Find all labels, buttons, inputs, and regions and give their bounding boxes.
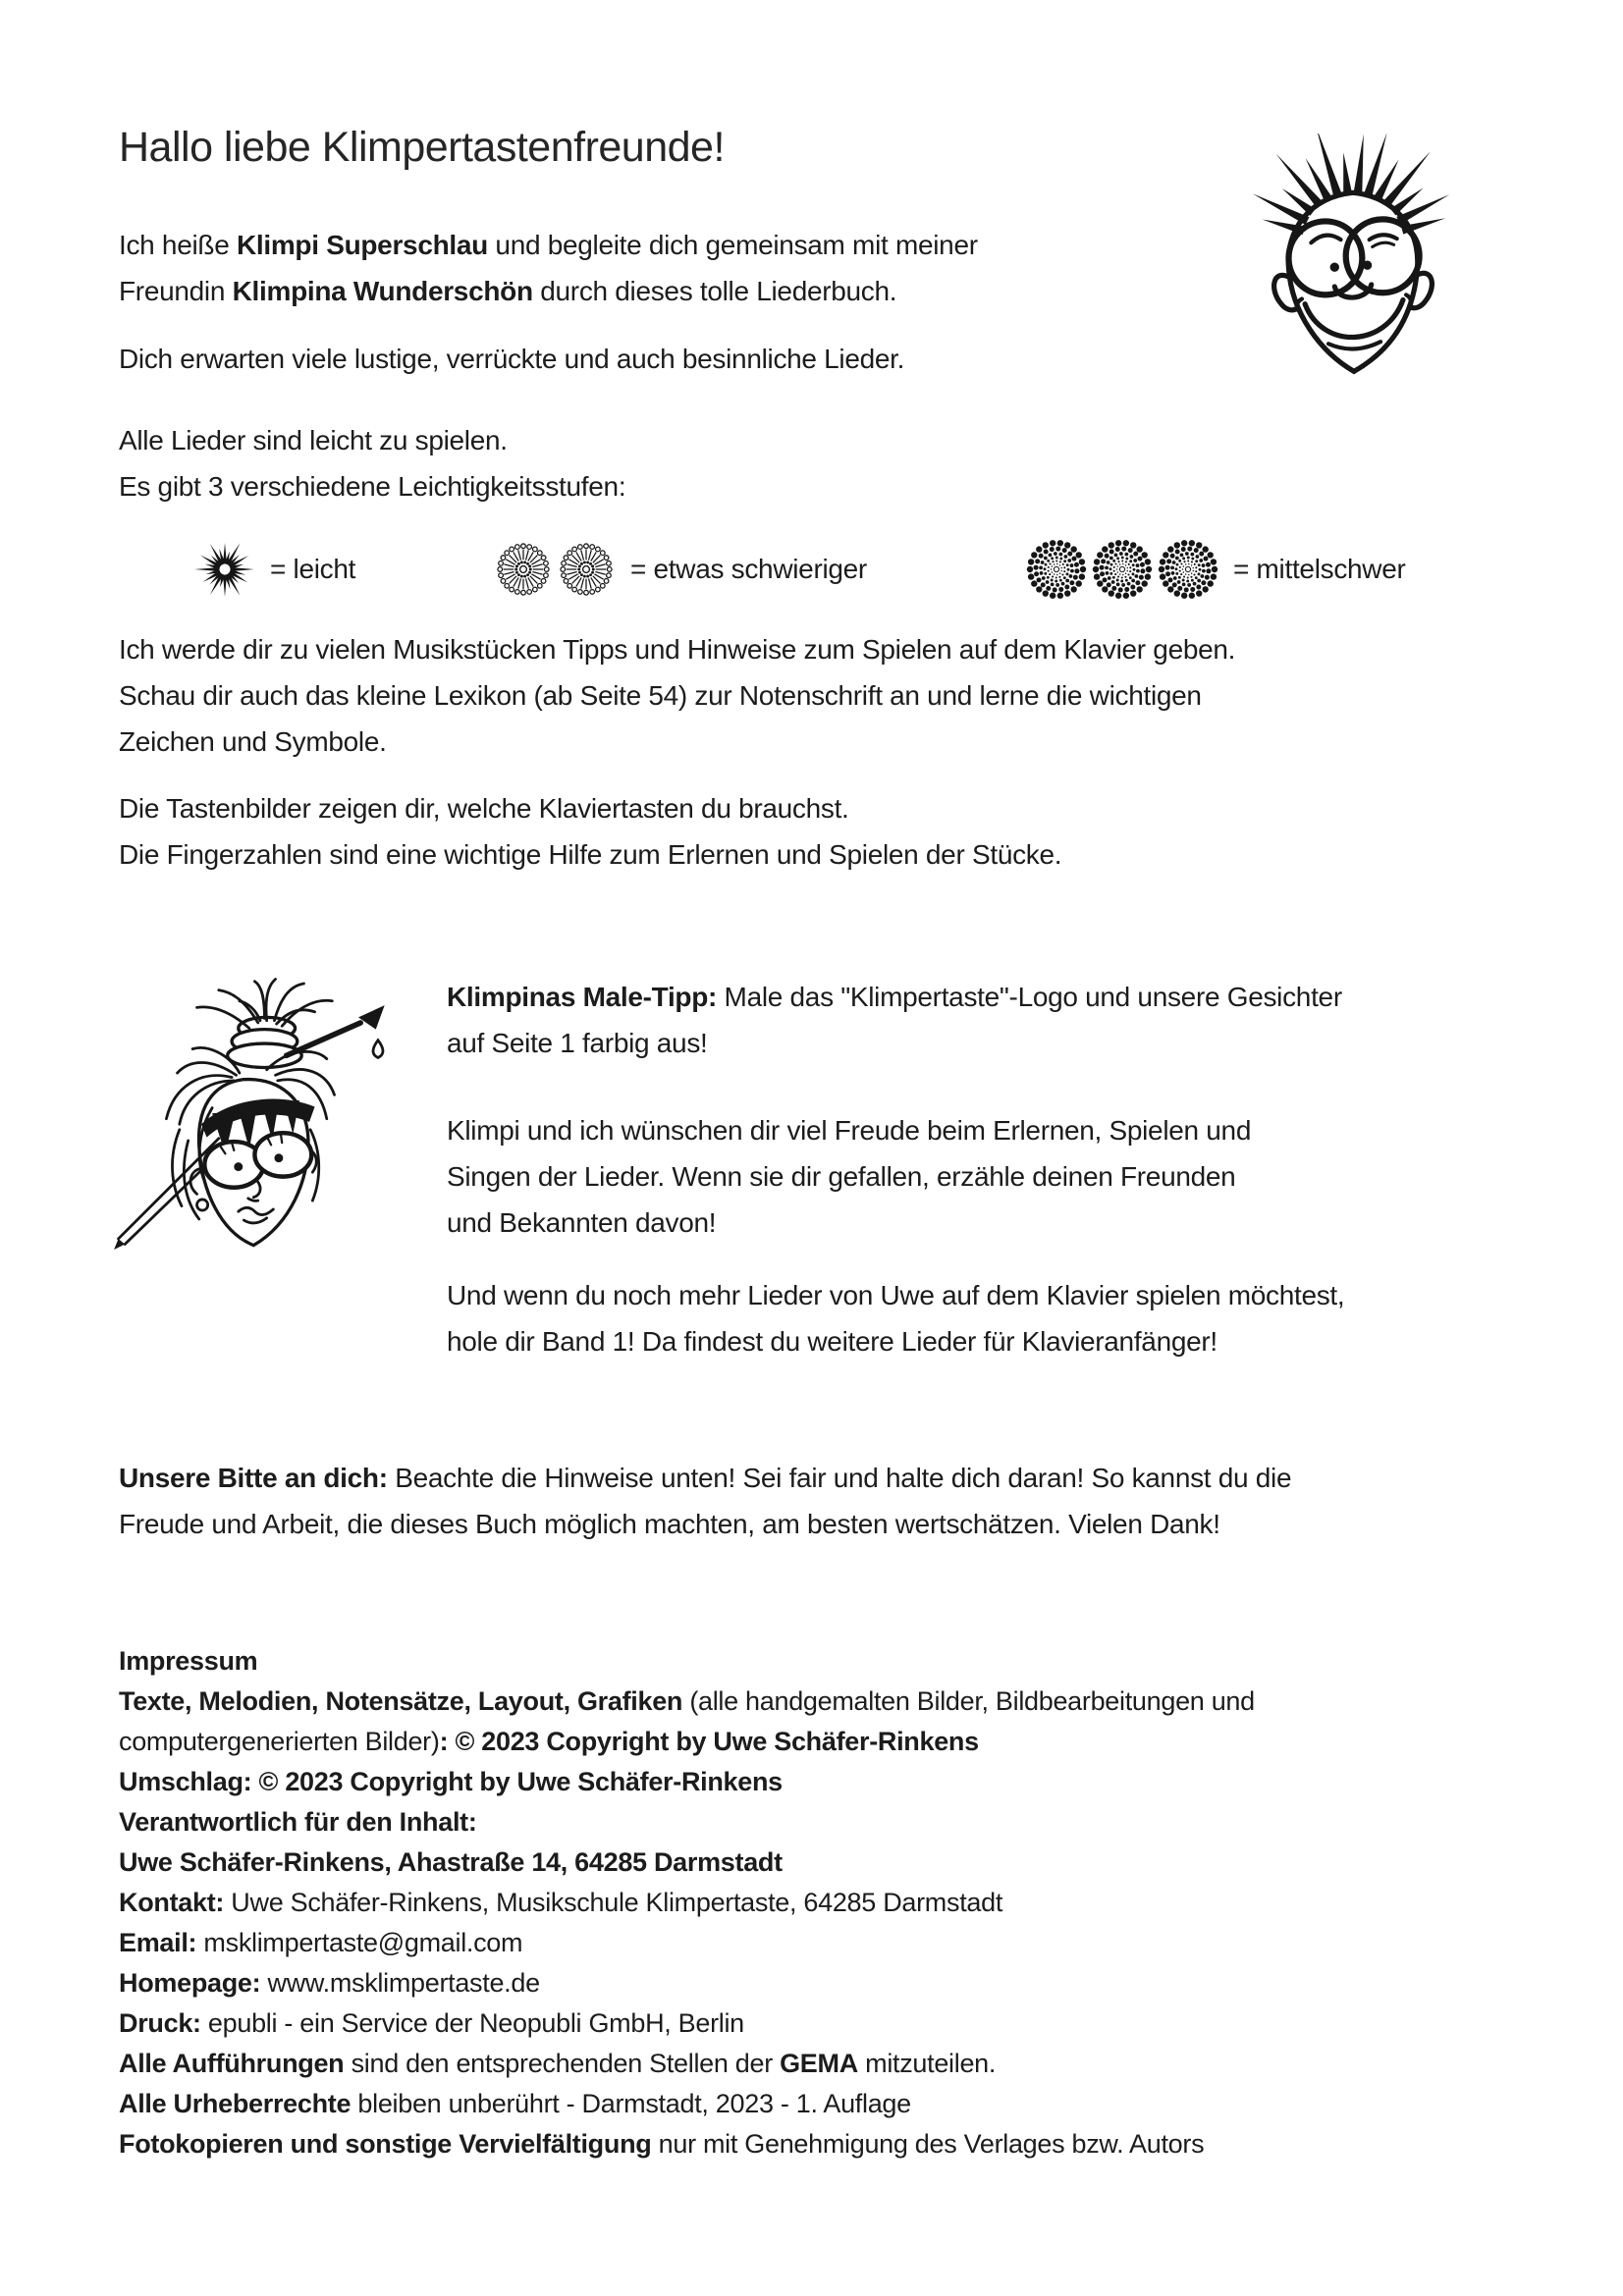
klimpi-eye-right: [1363, 260, 1372, 269]
expect-paragraph: Dich erwarten viele lustige, verrückte und auch besinnliche Lieder.: [119, 344, 905, 374]
dotted-flower-icon: [556, 539, 617, 600]
klimpi-brow-right: [1370, 235, 1397, 240]
wish-paragraph: Klimpi und ich wünschen dir viel Freude beim Erlernen, Spielen und Singen der Lieder. Wenn sie dir gefallen, erzähle deinen Freunden und Bekannten davon!: [447, 1115, 1252, 1238]
bitte-paragraph: Unsere Bitte an dich: Beachte die Hinweise unten! Sei fair und halte dich daran! So kannst du die Freude und Arbeit, die dieses Buch möglich machten, am besten wertschätzen. Vielen Dank!: [119, 1463, 1292, 1539]
klimpina-lips: [239, 1207, 274, 1214]
page-title: Hallo liebe Klimpertastenfreunde!: [119, 124, 725, 171]
klimpina-earring: [197, 1200, 208, 1210]
maletipp-paragraph: Klimpinas Male-Tipp: Male das "Klimpertaste"-Logo und unsere Gesichter auf Seite 1 farbig aus!: [447, 982, 1342, 1058]
klimpina-face-illustration: [103, 977, 398, 1315]
klimpina-glasses-right: [254, 1133, 311, 1176]
keys-paragraph: Die Tastenbilder zeigen dir, welche Klaviertasten du brauchst. Die Fingerzahlen sind eine wichtige Hilfe zum Erlernen und Spielen der Stücke.: [119, 793, 1062, 870]
easy-paragraph: Alle Lieder sind leicht zu spielen. Es gibt 3 verschiedene Leichtigkeitsstufen:: [119, 425, 626, 502]
difficulty-label-leicht: = leicht: [270, 554, 356, 584]
klimpi-hair-spikes: [1253, 133, 1450, 235]
klimpina-pencil: [119, 1139, 219, 1239]
klimpina-eye-right: [274, 1153, 283, 1162]
dotted-circle-icon: [1157, 538, 1219, 601]
klimpi-brow-right-wink: [1373, 242, 1394, 246]
difficulty-etwas-schwieriger: [493, 535, 867, 604]
dotted-flower-icon: [493, 539, 554, 600]
klimpina-nostril: [248, 1199, 258, 1201]
klimpina-nose: [253, 1182, 260, 1198]
klimpi-glasses-right: [1346, 219, 1420, 293]
klimpina-paint-drop: [373, 1041, 383, 1058]
dotted-circle-icon: [1025, 538, 1088, 601]
klimpina-paintbrush-bristles: [358, 1005, 385, 1029]
klimpina-lower-lip: [243, 1218, 266, 1223]
dotted-circle-icon: [1091, 538, 1154, 601]
klimpi-lower-lip: [1328, 342, 1380, 348]
klimpi-eye-left: [1330, 263, 1339, 272]
impressum-block: Impressum Texte, Melodien, Notensätze, Layout, Grafiken (alle handgemalten Bilder, Bildbearbeitungen und computergenerierten Bilder): © 2023 Copyright by Uwe Schäfer-Rinkens Umschlag: © 2023 Copyright by Uwe Schäfer-Rinkens Verantwortlich für den Inhalt: Uwe Schäfer-Rinkens, Ahastraße 14, 64285 Darmstadt Kontakt: Uwe Schäfer-Rinkens, Musikschule Klimpertaste, 64285 Darmstadt Email: msklimpertaste@gmail.com Homepage: www.msklimpertaste.de Druck: epubli - ein Service der Neopubli GmbH, Berlin Alle Aufführungen sind den entsprechenden Stellen der GEMA mitzuteilen. Alle Urheberrechte bleiben unberührt - Darmstadt, 2023 - 1. Auflage Fotokopieren und sonstige Vervielfältigung nur mit Genehmigung des Verlages bzw. Autors: [119, 1646, 1255, 2159]
klimpi-face-illustration: [1230, 133, 1476, 389]
starburst-icon: [193, 538, 256, 601]
klimpi-smile: [1305, 300, 1403, 338]
klimpina-pencil-tip: [114, 1239, 125, 1250]
band-paragraph: Und wenn du noch mehr Lieder von Uwe auf dem Klavier spielen möchtest, hole dir Band 1! Da findest du weitere Lieder für Klavieranfänger!: [447, 1280, 1345, 1357]
klimpina-eye-left: [234, 1162, 243, 1171]
intro-paragraph: Ich heiße Klimpi Superschlau und begleite dich gemeinsam mit meiner Freundin Klimpina Wunderschön durch dieses tolle Liederbuch.: [119, 230, 978, 306]
tips-paragraph: Ich werde dir zu vielen Musikstücken Tipps und Hinweise zum Spielen auf dem Klavier geben. Schau dir auch das kleine Lexikon (ab Seite 54) zur Notenschrift an und lerne die wichtigen Zeichen und Symbole.: [119, 634, 1236, 757]
difficulty-label-mittel: = mittelschwer: [1233, 554, 1406, 584]
difficulty-leicht: [193, 535, 355, 604]
difficulty-label-etwas: = etwas schwieriger: [630, 554, 867, 584]
klimpi-brow-left: [1311, 236, 1340, 243]
difficulty-mittelschwer: [1025, 535, 1406, 604]
